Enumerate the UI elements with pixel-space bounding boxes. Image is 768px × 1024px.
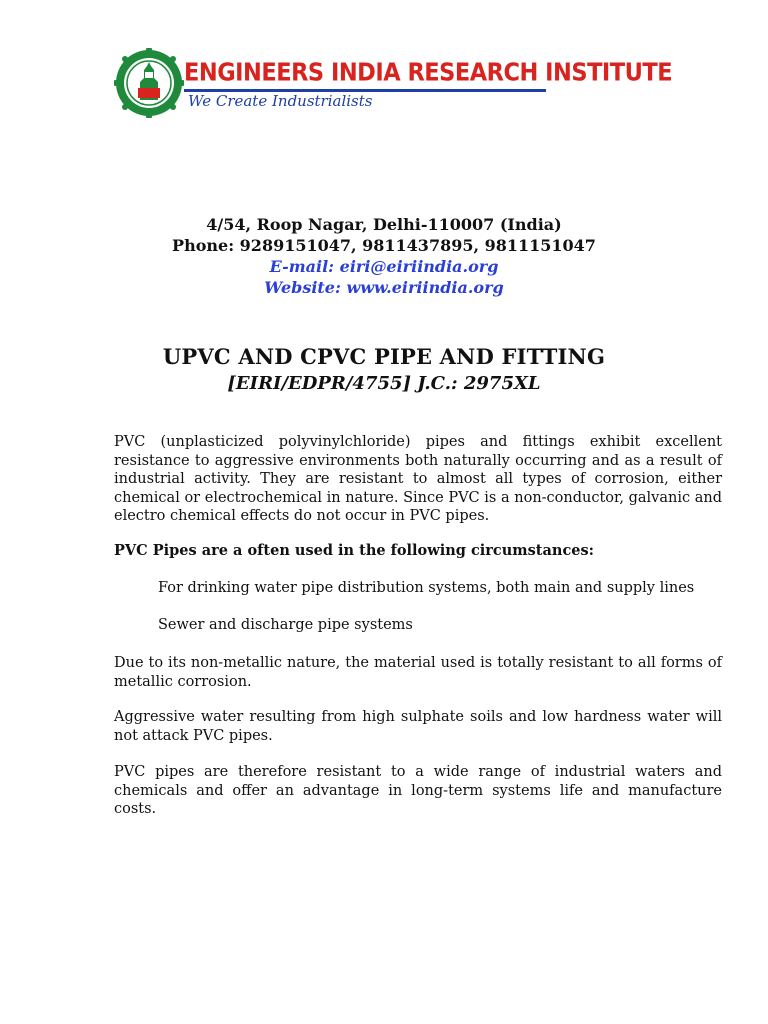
phone: Phone: 9289151047, 9811437895, 9811151047: [172, 236, 596, 255]
eiri-seal-logo: [114, 48, 184, 118]
water-paragraph: Aggressive water resulting from high sulphate soils and low hardness water will not attack PVC pipes.: [114, 709, 722, 744]
use-item: For drinking water pipe distribution systems, both main and supply lines: [158, 580, 695, 596]
letterhead: [114, 48, 673, 124]
document-code: [EIRI/EDPR/4755] J.C.: 2975XL: [227, 373, 541, 394]
uses-heading: PVC Pipes are a often used in the following circumstances:: [114, 542, 595, 559]
address: 4/54, Roop Nagar, Delhi-110007 (India): [206, 215, 562, 234]
email-link[interactable]: E-mail: eiri@eiriindia.org: [269, 257, 499, 276]
intro-paragraph: PVC (unplasticized polyvinylchloride) pipes and fittings exhibit excellent resistance to aggressive environments both naturally occurring and as a result of industrial activity. They are resistant to almost all types of corrosion, either chemical or electrochemical in nature. Since PVC is a non-conductor, galvanic and electro chemical effects do not occur in PVC pipes.: [114, 434, 722, 524]
chemicals-paragraph: PVC pipes are therefore resistant to a wide range of industrial waters and chemicals and offer an advantage in long-term systems life and manufacture costs.: [114, 764, 722, 817]
corrosion-paragraph: Due to its non-metallic nature, the material used is totally resistant to all forms of metallic corrosion.: [114, 655, 722, 690]
use-item: Sewer and discharge pipe systems: [158, 617, 413, 633]
org-name: ENGINEERS INDIA RESEARCH INSTITUTE: [184, 58, 673, 88]
document-title: UPVC AND CPVC PIPE AND FITTING: [162, 344, 606, 369]
contact-block: [0, 214, 768, 298]
org-tagline: We Create Industrialists: [188, 92, 373, 110]
website-link[interactable]: Website: www.eiriindia.org: [264, 278, 504, 297]
